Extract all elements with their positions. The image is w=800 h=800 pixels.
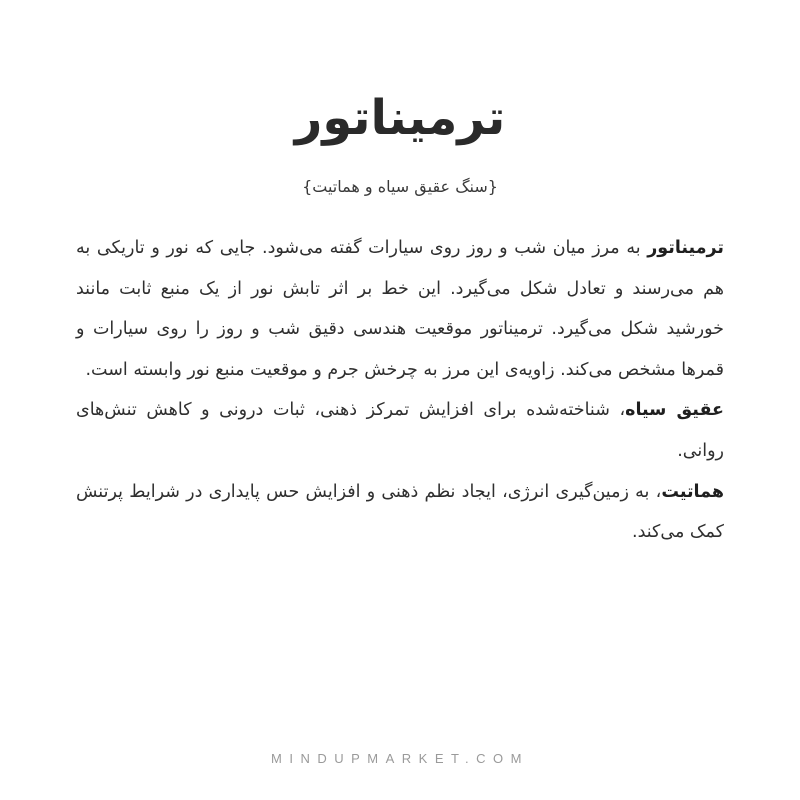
term-hematite: هماتیت (661, 481, 724, 502)
page-subtitle: {سنگ عقیق سیاه و هماتیت} (302, 177, 498, 196)
term-black-onyx: عقیق سیاه (625, 400, 724, 421)
paragraph-hematite (76, 472, 724, 553)
page-title: ترميناتور (294, 90, 506, 146)
term-terminator: ترميناتور (647, 238, 724, 258)
paragraph-black-onyx (76, 390, 724, 471)
paragraph-black-onyx-text: ، شناخته‌شده برای افزایش تمرکز ذهنی، ثبات درونی و کاهش تنش‌های روانی. (76, 400, 724, 461)
paragraph-hematite-text: ، به زمین‌گیری انرژی، ایجاد نظم ذهنی و افزایش حس پایداری در شرایط پرتنش کمک می‌کند. (76, 481, 724, 543)
description-body (76, 228, 724, 553)
paragraph-terminator (76, 228, 724, 390)
footer-website: MINDUPMARKET.COM (271, 751, 529, 766)
paragraph-terminator-text: به مرز میان شب و روز روی سیارات گفته می‌شود. جایی که نور و تاریکی به هم می‌رسند و تعادل شکل می‌گیرد. این خط بر اثر تابش نور از یک منبع ثابت مانند خورشید شکل می‌گیرد. ترمیناتور موقعیت هندسی دقیق شب و روز را روی سیارات و قمرها مشخص می‌کند. زاویه‌ی این مرز به چرخش جرم و موقعیت منبع نور وابسته است. (76, 238, 724, 380)
